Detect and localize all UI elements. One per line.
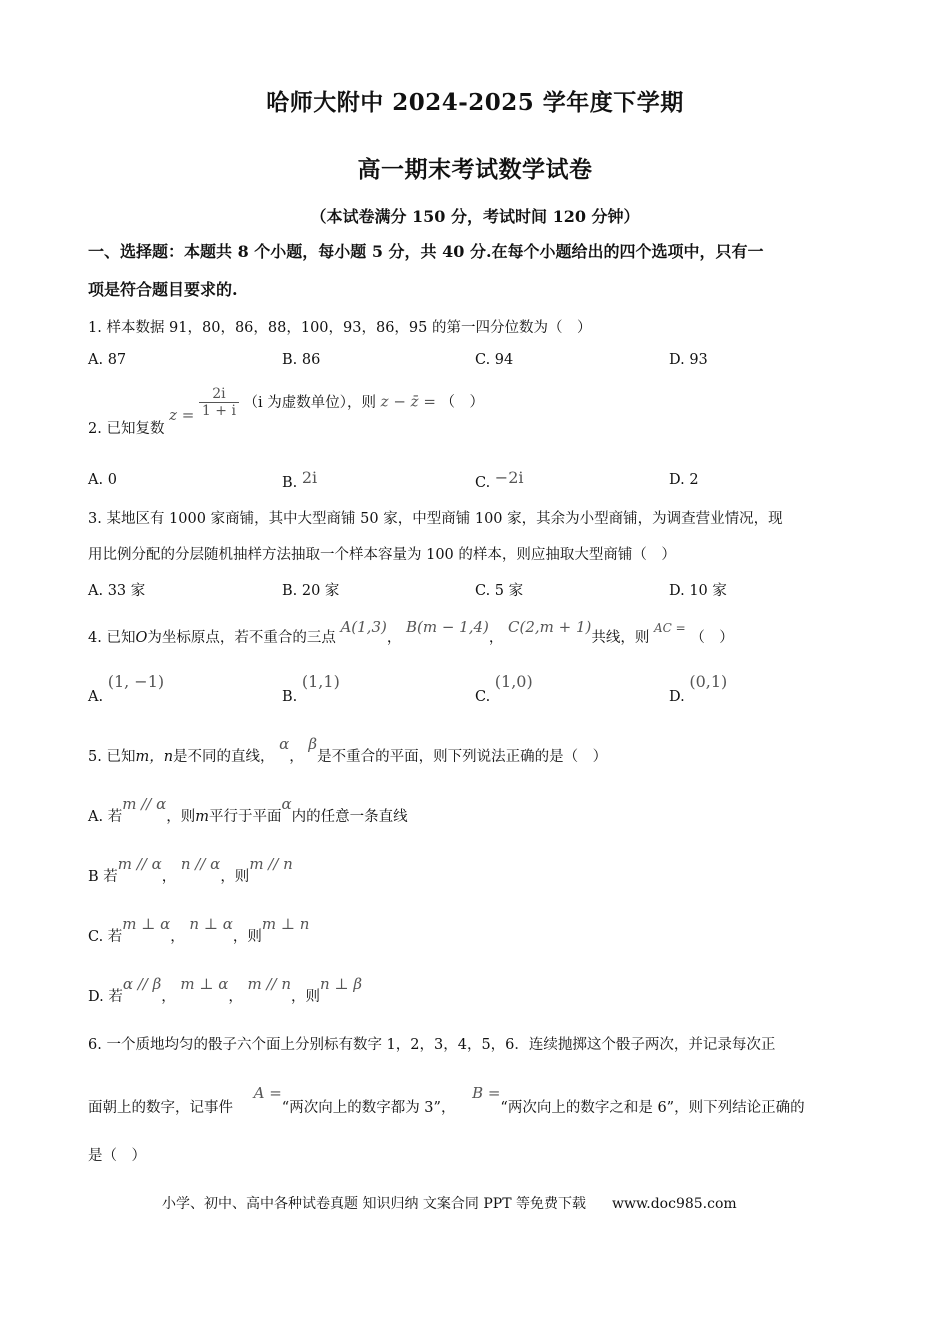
q2-option-b	[282, 468, 318, 491]
q5-b-m1: m // α	[117, 855, 162, 873]
q5-option-c	[88, 913, 310, 945]
q2-option-c-value: −2i	[494, 468, 524, 487]
section-heading	[88, 233, 868, 309]
q5-d-then: ，则	[291, 989, 321, 1005]
q5-b-m2: n // α	[180, 855, 221, 873]
q5-d-m2: m ⊥ α	[180, 975, 229, 993]
q5-d-comma-2: ，	[228, 989, 243, 1005]
q5-a-text1: ，则	[166, 809, 196, 825]
q4-option-c-label: C.	[475, 689, 491, 705]
exam-note: （本试卷满分 150 分，考试时间 120 分钟）	[310, 207, 640, 226]
q4-option-c-value: (1,0)	[494, 672, 533, 691]
q5-mn: m，n	[135, 749, 174, 765]
q1-option-a: A. 87	[88, 352, 127, 368]
q4-comma-1: ，	[386, 630, 402, 646]
q6-line2c: “两次向上的数字之和是 6”，则下列结论正确的	[500, 1100, 805, 1116]
q5-a-m: m	[195, 809, 209, 825]
page-footer	[162, 1193, 737, 1213]
q1-option-b: B. 86	[282, 352, 321, 368]
footer-text: 小学、初中、高中各种试卷真题 知识归纳 文案合同 PPT 等免费下载	[162, 1196, 586, 1212]
q3-option-a: A. 33 家	[88, 583, 146, 599]
q4-comma-2: ，	[488, 630, 504, 646]
q4-option-d-label: D.	[669, 689, 685, 705]
q2-fraction-numerator: 2i	[199, 386, 239, 403]
q3-option-b: B. 20 家	[282, 583, 340, 599]
footer-site-link[interactable]: www.doc985.com	[611, 1196, 737, 1212]
q4-vector-ac: AC =	[653, 621, 686, 635]
q6-line2a: 面朝上的数字，记事件	[88, 1100, 233, 1116]
section-heading-line2: 项是符合题目要求的.	[88, 280, 238, 299]
q5-option-d	[88, 973, 363, 1005]
q2-option-b-value: 2i	[301, 468, 318, 487]
q4-option-a-value: (1, −1)	[107, 672, 165, 691]
q4-option-d	[669, 672, 728, 705]
q2-option-b-label: B.	[282, 475, 298, 491]
question-4-stem	[88, 616, 734, 646]
q4-suffix: （ ）	[690, 630, 734, 646]
q5-c-then: ，则	[232, 929, 262, 945]
q5-prefix: 5. 已知	[88, 749, 136, 765]
q5-c-m3: m ⊥ n	[261, 915, 310, 933]
q4-text2: 共线，则	[591, 630, 650, 646]
q5-a-text3: 内的任意一条直线	[291, 809, 408, 825]
question-6-line2	[88, 1082, 805, 1116]
q2-fraction-denominator: 1 + i	[201, 403, 236, 419]
q6-line2b: “两次向上的数字都为 3”，	[281, 1100, 456, 1116]
q6-event-a: A =	[253, 1084, 282, 1102]
q4-option-b-value: (1,1)	[301, 672, 340, 691]
q4-option-c	[475, 672, 533, 705]
q5-d-m1: α // β	[122, 975, 162, 993]
exam-title-subject: 高一期末考试数学试卷	[357, 156, 593, 183]
q5-a-text2: 平行于平面	[208, 809, 282, 825]
q5-c-m2: n ⊥ α	[189, 915, 233, 933]
q2-suffix: （ ）	[440, 394, 485, 411]
q5-option-a	[88, 793, 408, 825]
q5-c-comma-1: ，	[170, 929, 185, 945]
q5-b-comma-1: ，	[161, 869, 177, 885]
q5-d-label: D. 若	[88, 989, 123, 1005]
q2-mid-text: （i 为虚数单位），则	[243, 394, 377, 411]
q2-option-c	[475, 468, 524, 491]
q5-d-comma-1: ，	[161, 989, 176, 1005]
q2-option-a: A. 0	[88, 472, 117, 488]
q5-text1: 是不同的直线，	[173, 749, 275, 765]
q5-d-m4: n ⊥ β	[320, 975, 363, 993]
question-2-stem	[88, 386, 485, 437]
q4-option-d-value: (0,1)	[689, 672, 728, 691]
q2-option-c-label: C.	[475, 475, 491, 491]
q4-option-a-label: A.	[88, 689, 104, 705]
q5-d-m3: m // n	[247, 975, 292, 993]
q1-option-d: D. 93	[669, 352, 708, 368]
q2-z-eq: z =	[169, 405, 195, 424]
q4-option-a	[88, 672, 165, 705]
q4-text1: 为坐标原点，若不重合的三点	[147, 630, 336, 646]
q2-expression: z − z̄ =	[380, 392, 436, 411]
q5-a-alpha: α	[281, 795, 292, 813]
q4-point-a: A(1,3)	[340, 618, 387, 636]
question-6-line3: 是（ ）	[88, 1148, 146, 1164]
q4-prefix: 4. 已知	[88, 630, 136, 646]
q5-c-label: C. 若	[88, 929, 123, 945]
q5-c-m1: m ⊥ α	[122, 915, 171, 933]
q5-alpha: α	[279, 735, 290, 753]
q5-comma: ，	[289, 749, 304, 765]
q1-option-c: C. 94	[475, 352, 514, 368]
exam-title-school: 哈师大附中 2024-2025 学年度下学期	[266, 89, 684, 116]
q5-a-math: m // α	[122, 795, 167, 813]
q5-text2: 是不重合的平面，则下列说法正确的是（ ）	[317, 749, 608, 765]
question-3-line2: 用比例分配的分层随机抽样方法抽取一个样本容量为 100 的样本，则应抽取大型商铺（ ）	[88, 547, 676, 563]
q5-option-b	[88, 853, 293, 885]
q4-o: O	[135, 630, 148, 646]
q5-beta: β	[308, 735, 318, 753]
question-1-stem: 1. 样本数据 91，80，86，88，100，93，86，95 的第一四分位数为（ ）	[88, 320, 592, 336]
q4-option-b	[282, 672, 340, 705]
q5-b-m3: m // n	[249, 855, 293, 873]
section-heading-line1: 一、选择题：本题共 8 个小题，每小题 5 分，共 40 分.在每个小题给出的四个选项中，只有一	[88, 242, 764, 261]
q4-option-b-label: B.	[282, 689, 298, 705]
q4-point-b: B(m − 1,4)	[405, 618, 489, 636]
q2-option-d: D. 2	[669, 472, 699, 488]
q2-prefix: 2. 已知复数	[88, 420, 165, 437]
q4-point-c: C(2,m + 1)	[508, 618, 592, 636]
question-5-stem	[88, 733, 608, 765]
q5-b-then: ，则	[220, 869, 250, 885]
q5-a-label: A. 若	[88, 809, 123, 825]
q3-option-d: D. 10 家	[669, 583, 727, 599]
question-6-line1: 6. 一个质地均匀的骰子六个面上分别标有数字 1，2，3，4，5，6．连续抛掷这个骰子两次，并记录每次正	[88, 1037, 776, 1053]
q5-b-label: B 若	[88, 869, 118, 885]
q2-fraction	[199, 386, 239, 419]
q3-option-c: C. 5 家	[475, 583, 524, 599]
q6-event-b: B =	[472, 1084, 501, 1102]
question-3-line1: 3. 某地区有 1000 家商铺，其中大型商铺 50 家，中型商铺 100 家，其余为小型商铺，为调查营业情况，现	[88, 511, 783, 527]
